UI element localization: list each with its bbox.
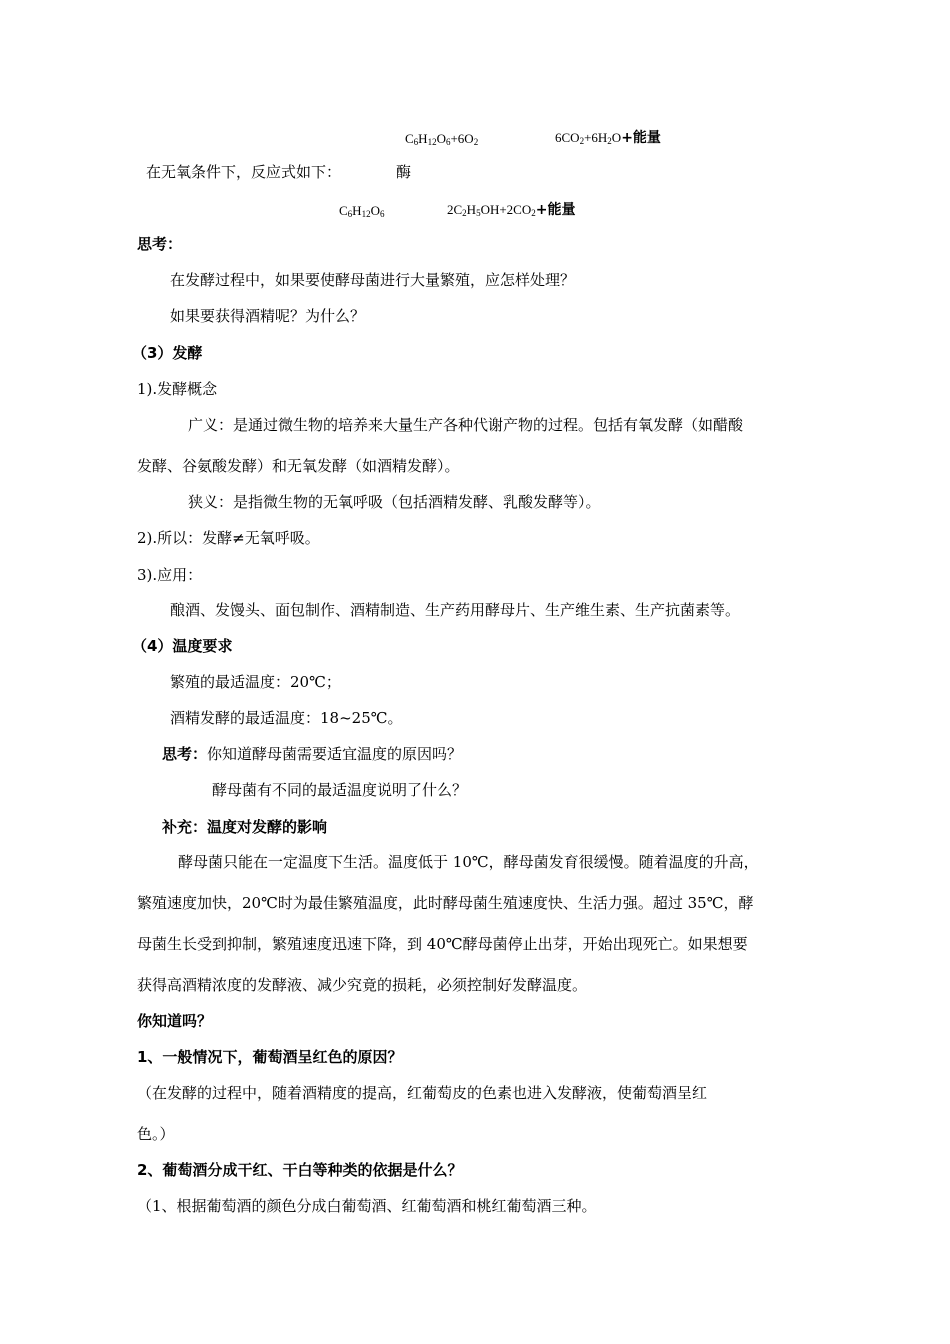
formula-text: O	[370, 203, 380, 218]
supplement-heading: 补充：温度对发酵的影响	[162, 818, 328, 836]
formula-text: C	[339, 203, 348, 218]
formula-text: 6CO	[555, 130, 580, 145]
know-answer-2-line-1: （1、根据葡萄酒的颜色分成白葡萄酒、红葡萄酒和桃红葡萄酒三种。	[137, 1197, 597, 1215]
formula-subscript: 12	[427, 137, 437, 147]
formula-text: C	[405, 131, 414, 146]
applications: 酿酒、发馒头、面包制作、酒精制造、生产药用酵母片、生产维生素、生产抗菌素等。	[170, 601, 741, 619]
think-2-question-1: 你知道酵母菌需要适宜温度的原因吗？	[207, 745, 463, 763]
know-heading: 你知道吗？	[137, 1012, 213, 1030]
supplement-paragraph-line-3: 母菌生长受到抑制，繁殖速度迅速下降，到 40℃酵母菌停止出芽，开始出现死亡。如果想要	[137, 935, 748, 953]
formula-subscript: 6	[445, 137, 451, 147]
anaerobic-equation-right	[447, 200, 575, 220]
energy-label: +能量	[535, 202, 576, 218]
think-question-1: 在发酵过程中，如果要使酵母菌进行大量繁殖，应怎样处理？	[170, 271, 576, 289]
anaerobic-equation-left	[339, 201, 384, 221]
aerobic-equation-right	[555, 128, 661, 148]
supplement-paragraph-line-2: 繁殖速度加快，20℃时为最佳繁殖温度，此时酵母菌生殖速度快、生活力强。超过 35℃，酵	[137, 894, 754, 912]
enzyme-label: 酶	[396, 163, 412, 181]
formula-text: H	[418, 131, 428, 146]
think-2-label: 思考：	[162, 745, 208, 763]
formula-subscript: 2	[473, 137, 479, 147]
formula-text: +6O	[450, 131, 474, 146]
formula-subscript: 6	[347, 209, 353, 219]
formula-subscript: 2	[607, 136, 612, 146]
know-question-2: 2、葡萄酒分成干红、干白等种类的依据是什么？	[137, 1161, 463, 1179]
broad-definition-line-1: 广义：是通过微生物的培养来大量生产各种代谢产物的过程。包括有氧发酵（如醋酸	[188, 416, 744, 434]
formula-subscript: 2	[462, 208, 467, 218]
temperature-fermentation: 酒精发酵的最适温度：18~25℃。	[170, 709, 403, 727]
section-3-item-3: 3).应用：	[137, 566, 203, 584]
energy-label: +能量	[621, 130, 661, 146]
section-3-heading: （3）发酵	[132, 344, 203, 362]
formula-text: H	[352, 203, 362, 218]
temperature-reproduction: 繁殖的最适温度：20℃；	[170, 673, 341, 691]
think-heading: 思考：	[137, 235, 183, 253]
think-2-question-2: 酵母菌有不同的最适温度说明了什么？	[212, 781, 468, 799]
formula-text: H	[466, 202, 477, 217]
think-2-line-1	[162, 744, 462, 764]
supplement-paragraph-line-1: 酵母菌只能在一定温度下生活。温度低于 10℃，酵母菌发育很缓慢。随着温度的升高，	[178, 853, 759, 871]
know-question-1: 1、一般情况下，葡萄酒呈红色的原因？	[137, 1048, 403, 1066]
section-3-item-1: 1).发酵概念	[137, 380, 218, 398]
broad-definition-line-2: 发酵、谷氨酸发酵）和无氧发酵（如酒精发酵）。	[137, 457, 460, 475]
formula-text: 2C	[447, 202, 463, 217]
supplement-paragraph-line-4: 获得高酒精浓度的发酵液、减少究竟的损耗，必须控制好发酵温度。	[137, 976, 588, 994]
formula-text: OH+2CO	[480, 202, 532, 217]
anaerobic-intro: 在无氧条件下，反应式如下：	[146, 163, 342, 181]
formula-subscript: 2	[579, 136, 585, 146]
formula-text: O	[611, 130, 622, 145]
section-4-heading: （4）温度要求	[132, 637, 233, 655]
formula-subscript: 5	[476, 208, 481, 218]
formula-subscript: 12	[361, 209, 371, 219]
formula-subscript: 2	[531, 208, 536, 218]
aerobic-equation-left	[405, 129, 478, 149]
formula-text: +6H	[584, 130, 608, 145]
formula-subscript: 6	[413, 137, 419, 147]
section-3-item-2: 2).所以：发酵≠无氧呼吸。	[137, 529, 320, 547]
know-answer-1-line-2: 色。）	[137, 1125, 175, 1143]
think-question-2: 如果要获得酒精呢？为什么？	[170, 307, 366, 325]
formula-subscript: 6	[379, 209, 385, 219]
narrow-definition: 狭义：是指微生物的无氧呼吸（包括酒精发酵、乳酸发酵等）。	[188, 493, 601, 511]
formula-text: O	[436, 131, 446, 146]
know-answer-1-line-1: （在发酵的过程中，随着酒精度的提高，红葡萄皮的色素也进入发酵液，使葡萄酒呈红	[137, 1084, 708, 1102]
